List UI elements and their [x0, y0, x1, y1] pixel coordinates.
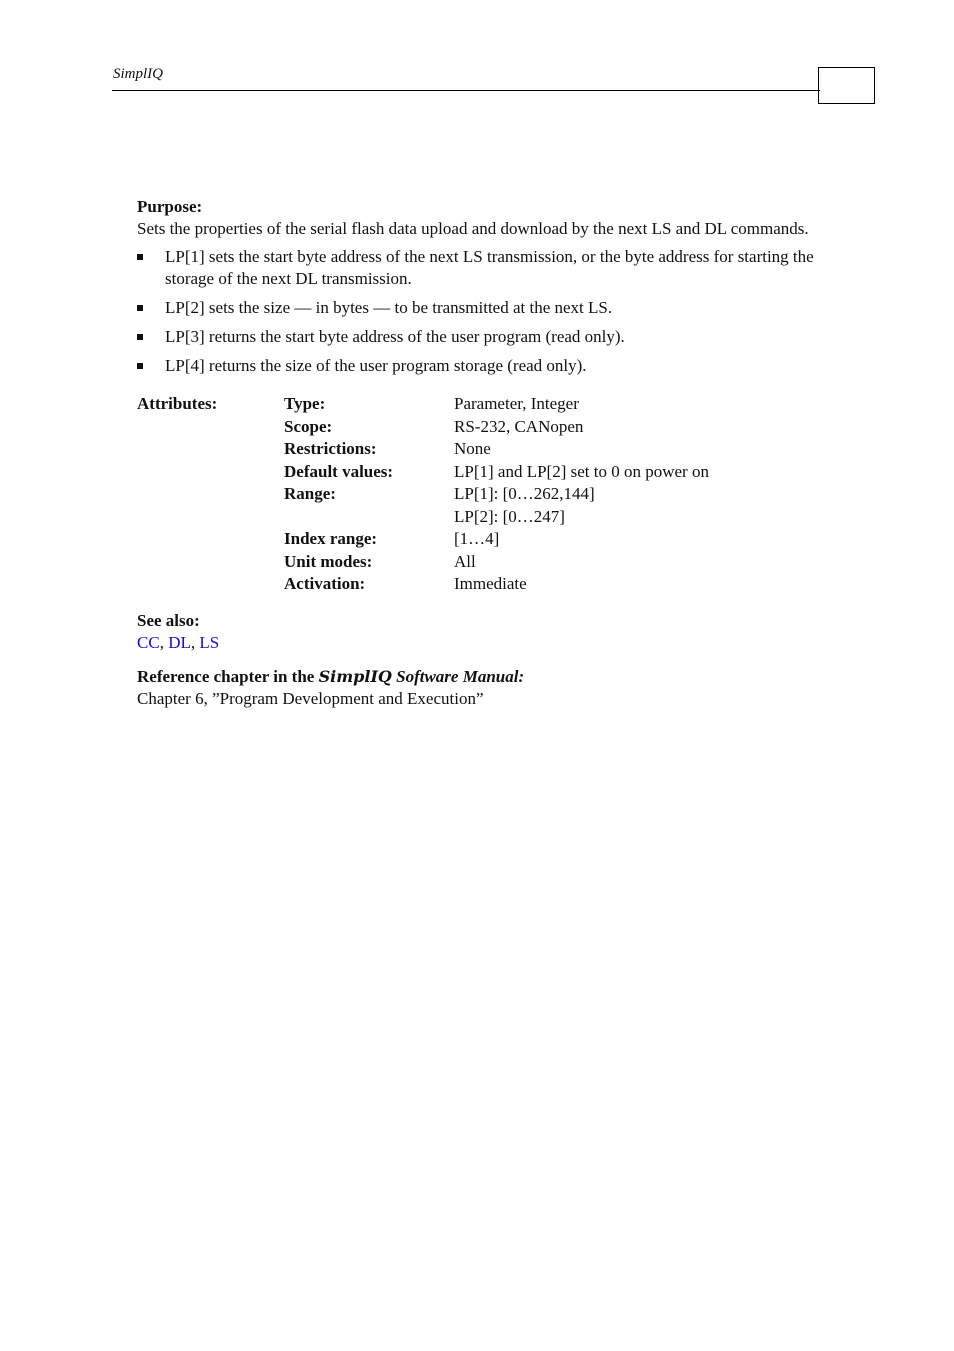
table-row: [137, 573, 817, 596]
attribute-key: Restrictions:: [284, 439, 377, 458]
attribute-value: LP[1] and LP[2] set to 0 on power on: [454, 461, 709, 481]
reference-text: Chapter 6, ”Program Development and Execution”: [137, 688, 484, 708]
table-row: [137, 528, 817, 551]
purpose-label: Purpose:: [137, 197, 203, 216]
attribute-key: [284, 506, 454, 529]
attribute-value: Immediate: [454, 574, 527, 593]
see-also-section: [137, 610, 817, 654]
attribute-key: Default values:: [284, 461, 394, 481]
attributes-table: [137, 393, 817, 596]
brand-name: SimplIQ: [318, 666, 392, 686]
table-row: [137, 506, 817, 529]
page-number-box: [818, 67, 875, 104]
table-row: [137, 551, 817, 574]
link-dl[interactable]: DL: [168, 632, 191, 652]
header-title: SimplIQ: [113, 66, 163, 82]
attribute-value: Parameter, Integer: [454, 394, 579, 413]
reference-section: [137, 666, 817, 710]
attribute-key: Index range:: [284, 529, 378, 548]
attribute-key: Scope:: [284, 416, 333, 436]
list-item: LP[4] returns the size of the user program storage (read only).: [137, 355, 817, 377]
see-also-label: See also:: [137, 610, 200, 630]
attribute-value: RS-232, CANopen: [454, 416, 584, 436]
attributes-label: Attributes:: [137, 394, 218, 413]
attribute-value: [1…4]: [454, 529, 500, 548]
attribute-value: LP[1]: [0…262,144]: [454, 484, 595, 503]
table-row: [137, 416, 817, 439]
link-ls[interactable]: LS: [199, 632, 220, 652]
square-bullet-icon: [137, 334, 143, 340]
list-item: LP[2] sets the size — in bytes — to be transmitted at the next LS.: [137, 297, 817, 319]
list-item: LP[1] sets the start byte address of the next LS transmission, or the byte address for starting the storage of the next DL transmission.: [137, 246, 817, 290]
attribute-key: Range:: [284, 484, 336, 503]
table-row: [137, 461, 817, 484]
attribute-key: Unit modes:: [284, 551, 373, 571]
page-content: [137, 196, 817, 710]
see-also-links: CC, DL, LS: [137, 632, 220, 652]
table-row: [137, 438, 817, 461]
attribute-key: Activation:: [284, 574, 366, 593]
list-item: LP[3] returns the start byte address of the user program (read only).: [137, 326, 817, 348]
table-row: [137, 483, 817, 506]
reference-label: Reference chapter in the SimplIQ Software Manual:: [137, 666, 525, 686]
header-divider: [112, 90, 820, 91]
square-bullet-icon: [137, 305, 143, 311]
attribute-key: Type:: [284, 394, 326, 413]
table-row: [137, 393, 817, 416]
square-bullet-icon: [137, 363, 143, 369]
attribute-value: LP[2]: [0…247]: [454, 506, 565, 526]
purpose-text: Sets the properties of the serial flash data upload and download by the next LS and DL commands.: [137, 219, 809, 238]
attribute-value: All: [454, 551, 476, 571]
square-bullet-icon: [137, 254, 143, 260]
purpose-bullet-list: [137, 246, 817, 377]
link-cc[interactable]: CC: [137, 632, 160, 652]
attribute-value: None: [454, 439, 491, 458]
